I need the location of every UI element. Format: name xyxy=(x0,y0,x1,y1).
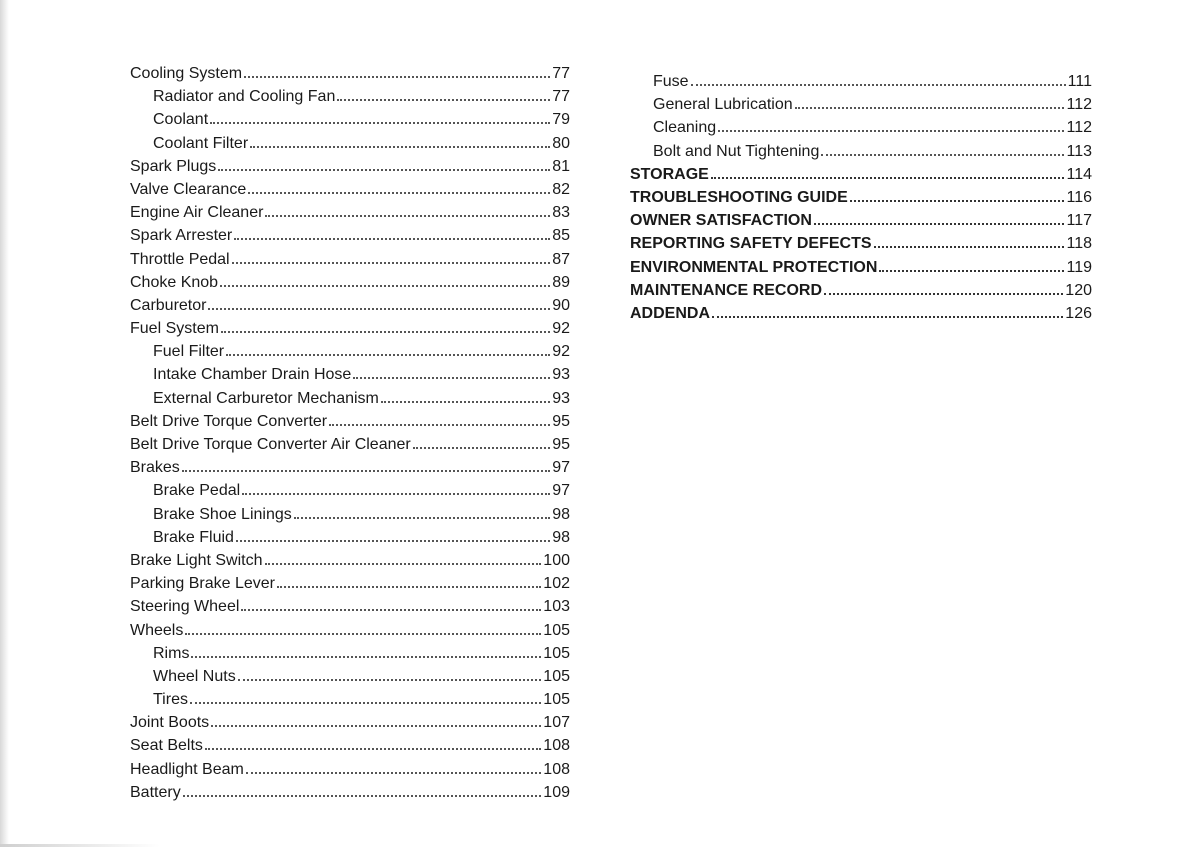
toc-right-column xyxy=(630,68,1092,323)
toc-entry-title: Belt Drive Torque Converter xyxy=(130,412,328,430)
dot-leader xyxy=(182,454,550,472)
toc-entry[interactable] xyxy=(630,254,1092,277)
toc-entry-title: Fuel Filter xyxy=(153,343,225,361)
dot-leader xyxy=(850,184,1065,202)
dot-leader xyxy=(242,477,550,495)
dot-leader xyxy=(220,269,550,287)
toc-entry-page-number: 103 xyxy=(543,598,570,616)
toc-entry-title: Headlight Beam xyxy=(130,760,244,778)
dot-leader xyxy=(241,593,541,611)
toc-entry[interactable] xyxy=(630,114,1092,137)
toc-entry-title: Fuel System xyxy=(130,320,219,338)
dot-leader xyxy=(814,207,1065,225)
toc-entry-page-number: 117 xyxy=(1066,212,1092,230)
dot-leader xyxy=(226,338,550,356)
toc-entry[interactable] xyxy=(130,153,570,176)
toc-entry[interactable] xyxy=(630,138,1092,161)
toc-entry[interactable] xyxy=(130,269,570,292)
toc-entry-page-number: 126 xyxy=(1065,304,1092,322)
toc-entry-page-number: 79 xyxy=(552,111,570,129)
toc-entry-page-number: 112 xyxy=(1066,96,1092,114)
toc-entry[interactable] xyxy=(130,199,570,222)
toc-entry[interactable] xyxy=(130,431,570,454)
toc-entry-page-number: 111 xyxy=(1067,73,1092,90)
dot-leader xyxy=(413,431,550,449)
toc-entry[interactable] xyxy=(130,524,570,547)
dot-leader xyxy=(183,779,542,797)
toc-entry[interactable] xyxy=(130,454,570,477)
page-binding-edge xyxy=(0,0,9,847)
toc-entry-title: STORAGE xyxy=(630,165,709,183)
toc-entry[interactable] xyxy=(630,91,1092,114)
dot-leader xyxy=(221,315,550,333)
toc-entry-page-number: 105 xyxy=(543,667,570,685)
toc-entry-title: Steering Wheel xyxy=(130,598,240,616)
dot-leader xyxy=(244,60,550,78)
dot-leader xyxy=(248,176,550,194)
dot-leader xyxy=(879,254,1064,272)
dot-leader xyxy=(824,277,1063,295)
toc-entry-title: Joint Boots xyxy=(130,714,210,732)
dot-leader xyxy=(190,686,541,704)
toc-entry-page-number: 116 xyxy=(1066,188,1092,206)
dot-leader xyxy=(250,130,550,148)
dot-leader xyxy=(795,91,1065,109)
toc-entry[interactable] xyxy=(130,292,570,315)
toc-entry[interactable] xyxy=(130,501,570,524)
toc-entry-title: Valve Clearance xyxy=(130,180,247,198)
toc-entry-title: Radiator and Cooling Fan xyxy=(153,88,336,106)
dot-leader xyxy=(821,138,1064,156)
toc-entry-page-number: 93 xyxy=(552,366,570,384)
dot-leader xyxy=(337,83,550,101)
toc-entry-page-number: 95 xyxy=(552,436,570,453)
dot-leader xyxy=(234,222,550,240)
toc-entry-title: Battery xyxy=(130,783,181,801)
toc-entry[interactable] xyxy=(630,300,1092,323)
toc-entry[interactable] xyxy=(130,83,570,106)
toc-entry[interactable] xyxy=(130,547,570,570)
toc-entry-page-number: 97 xyxy=(552,459,570,477)
toc-entry-title: Brake Fluid xyxy=(153,528,234,546)
toc-entry-page-number: 92 xyxy=(552,343,570,361)
dot-leader xyxy=(718,114,1064,132)
dot-leader xyxy=(210,106,550,124)
toc-entry-page-number: 77 xyxy=(552,65,570,82)
toc-entry-title: TROUBLESHOOTING GUIDE xyxy=(630,188,848,206)
toc-entry-page-number: 113 xyxy=(1066,142,1092,160)
toc-left-column xyxy=(130,60,570,802)
toc-entry[interactable] xyxy=(130,176,570,199)
toc-entry-title: Coolant Filter xyxy=(153,134,249,152)
toc-entry-page-number: 80 xyxy=(552,134,570,152)
toc-entry-page-number: 109 xyxy=(543,783,570,801)
toc-entry[interactable] xyxy=(130,106,570,129)
toc-entry-page-number: 112 xyxy=(1066,119,1092,137)
toc-entry-title: Wheels xyxy=(130,621,184,639)
toc-entry-page-number: 81 xyxy=(552,157,570,175)
toc-entry-title: Parking Brake Lever xyxy=(130,575,275,593)
dot-leader xyxy=(246,756,541,774)
toc-entry-title: Intake Chamber Drain Hose xyxy=(153,366,352,384)
toc-entry-page-number: 90 xyxy=(552,296,570,314)
toc-entry[interactable] xyxy=(630,68,1092,91)
toc-entry-page-number: 119 xyxy=(1066,258,1092,276)
toc-entry-page-number: 102 xyxy=(543,575,570,593)
toc-entry-title: Brake Pedal xyxy=(153,482,241,500)
toc-entry-title: Fuse xyxy=(653,73,689,90)
dot-leader xyxy=(381,385,550,403)
toc-entry-title: Engine Air Cleaner xyxy=(130,204,264,222)
toc-entry[interactable] xyxy=(130,338,570,361)
toc-entry-page-number: 120 xyxy=(1065,281,1092,299)
toc-entry-page-number: 98 xyxy=(552,505,570,523)
toc-entry-page-number: 95 xyxy=(552,412,570,430)
toc-entry-page-number: 98 xyxy=(552,528,570,546)
dot-leader xyxy=(236,524,550,542)
dot-leader xyxy=(329,408,550,426)
toc-entry[interactable] xyxy=(130,408,570,431)
dot-leader xyxy=(712,300,1063,318)
toc-entry[interactable] xyxy=(130,732,570,755)
dot-leader xyxy=(232,246,551,264)
toc-entry[interactable] xyxy=(130,385,570,408)
dot-leader xyxy=(353,361,550,379)
toc-entry-page-number: 100 xyxy=(543,551,570,569)
toc-entry[interactable] xyxy=(130,593,570,616)
dot-leader xyxy=(711,161,1065,179)
toc-entry-page-number: 82 xyxy=(552,180,570,198)
toc-entry-title: REPORTING SAFETY DEFECTS xyxy=(630,235,872,253)
toc-entry-page-number: 77 xyxy=(552,88,570,106)
dot-leader xyxy=(205,732,541,750)
toc-entry[interactable] xyxy=(630,161,1092,184)
toc-entry-title: MAINTENANCE RECORD xyxy=(630,281,822,299)
dot-leader xyxy=(691,68,1066,86)
toc-entry[interactable] xyxy=(130,640,570,663)
toc-entry-page-number: 105 xyxy=(543,644,570,662)
toc-entry[interactable] xyxy=(630,184,1092,207)
toc-entry[interactable] xyxy=(130,686,570,709)
toc-entry[interactable] xyxy=(130,756,570,779)
dot-leader xyxy=(238,663,542,681)
toc-entry-title: Brake Shoe Linings xyxy=(153,505,292,523)
dot-leader xyxy=(265,547,542,565)
toc-entry-title: Bolt and Nut Tightening xyxy=(653,142,820,160)
toc-entry[interactable] xyxy=(630,207,1092,230)
toc-entry-title: External Carburetor Mechanism xyxy=(153,389,379,407)
toc-entry[interactable] xyxy=(130,315,570,338)
toc-entry-page-number: 107 xyxy=(543,714,570,732)
toc-entry-page-number: 118 xyxy=(1066,235,1092,253)
toc-entry-page-number: 92 xyxy=(552,320,570,338)
toc-entry[interactable] xyxy=(130,709,570,732)
toc-entry[interactable] xyxy=(130,60,570,83)
toc-entry-title: Choke Knob xyxy=(130,273,219,291)
toc-entry-page-number: 105 xyxy=(543,621,570,639)
dot-leader xyxy=(277,570,541,588)
toc-entry-title: Wheel Nuts xyxy=(153,667,236,685)
toc-entry-title: OWNER SATISFACTION xyxy=(630,212,812,230)
dot-leader xyxy=(218,153,550,171)
toc-entry-page-number: 108 xyxy=(543,737,570,755)
toc-entry[interactable] xyxy=(130,779,570,802)
toc-entry-title: Carburetor xyxy=(130,296,207,314)
toc-entry-title: Brakes xyxy=(130,459,180,477)
toc-entry-page-number: 85 xyxy=(552,227,570,245)
toc-entry-page-number: 114 xyxy=(1066,165,1092,183)
toc-entry-title: Spark Plugs xyxy=(130,157,217,175)
toc-entry-title: Spark Arrester xyxy=(130,227,233,245)
toc-entry[interactable] xyxy=(630,277,1092,300)
toc-entry-title: Rims xyxy=(153,644,190,662)
dot-leader xyxy=(191,640,541,658)
dot-leader xyxy=(294,501,550,519)
toc-entry-title: Seat Belts xyxy=(130,737,203,755)
dot-leader xyxy=(185,617,541,635)
toc-entry-page-number: 87 xyxy=(552,250,570,268)
dot-leader xyxy=(265,199,550,217)
toc-entry-page-number: 105 xyxy=(543,691,570,709)
toc-entry-title: General Lubrication xyxy=(653,96,793,114)
dot-leader xyxy=(211,709,541,727)
toc-entry-title: Throttle Pedal xyxy=(130,250,230,268)
toc-entry[interactable] xyxy=(130,246,570,269)
toc-entry-title: Brake Light Switch xyxy=(130,551,263,569)
toc-entry-page-number: 108 xyxy=(543,760,570,778)
toc-entry-page-number: 97 xyxy=(552,482,570,500)
dot-leader xyxy=(874,230,1065,248)
toc-entry-title: ADDENDA xyxy=(630,304,710,322)
toc-entry[interactable] xyxy=(130,570,570,593)
dot-leader xyxy=(208,292,550,310)
toc-entry[interactable] xyxy=(630,230,1092,253)
toc-entry[interactable] xyxy=(130,477,570,500)
toc-entry-page-number: 89 xyxy=(552,273,570,291)
toc-entry-page-number: 93 xyxy=(552,389,570,407)
toc-entry-title: Tires xyxy=(153,691,188,709)
toc-entry-title: Cleaning xyxy=(653,119,717,137)
toc-entry[interactable] xyxy=(130,222,570,245)
toc-entry-title: Belt Drive Torque Converter Air Cleaner xyxy=(130,436,411,453)
toc-entry[interactable] xyxy=(130,617,570,640)
toc-entry-page-number: 83 xyxy=(552,204,570,222)
toc-entry-title: Cooling System xyxy=(130,65,243,82)
toc-entry[interactable] xyxy=(130,663,570,686)
toc-entry[interactable] xyxy=(130,130,570,153)
toc-entry[interactable] xyxy=(130,361,570,384)
toc-entry-title: Coolant xyxy=(153,111,209,129)
toc-entry-title: ENVIRONMENTAL PROTECTION xyxy=(630,258,878,276)
